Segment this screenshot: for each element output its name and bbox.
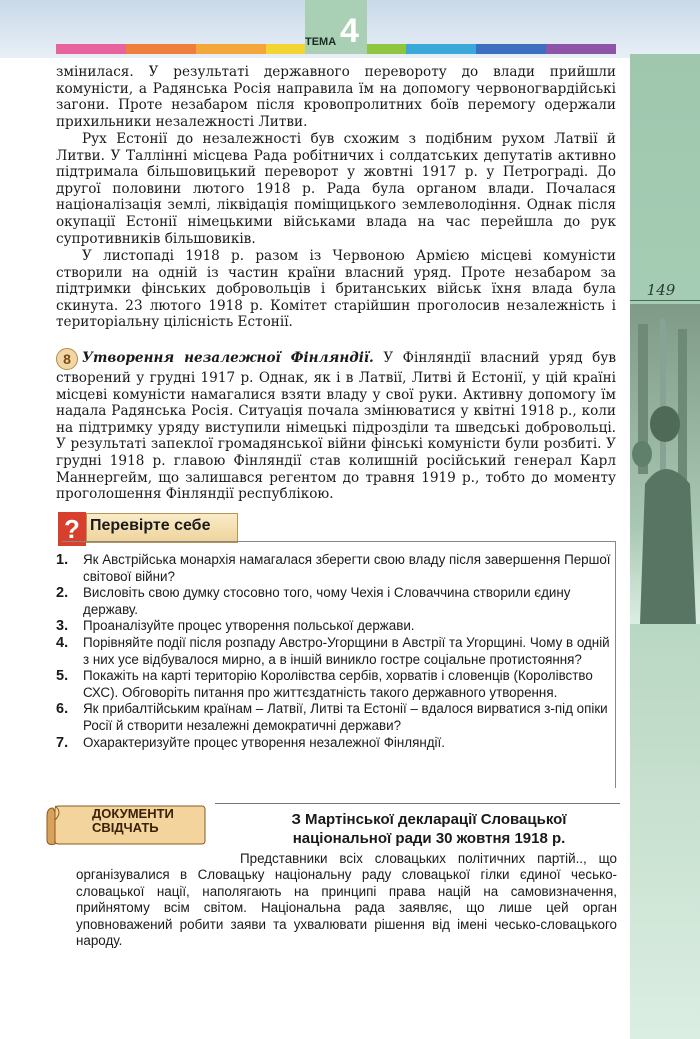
stripe bbox=[476, 44, 546, 54]
documents-label-line2: СВІДЧАТЬ bbox=[92, 820, 159, 835]
page-number: 149 bbox=[646, 281, 676, 299]
document-body: Представники всіх словацьких політичних партій.., що організувалися в Словацьку національну раду словацької гілки єдиної чесько-словацької нації, наполягають на принципі права націй на самовизначення, прийнятому всім світом. Національна рада заявляє, що лише цей орган уповноважений робити заяви та ухвалювати рішення від імені чесько-словацького народу. bbox=[76, 851, 617, 949]
question-text: Проаналізуйте процес утворення польської держави. bbox=[83, 618, 415, 634]
question-item bbox=[56, 585, 616, 618]
question-mark-icon: ? bbox=[58, 512, 86, 546]
question-text: Висловіть свою думку стосовно того, чому Чехія і Словаччина створили єдину державу. bbox=[83, 585, 571, 617]
question-text: Покажіть на карті територію Королівства сербів, хорватів і словенців (Королівство СХС). Обговоріть питання про життєздатність такого державного утворення. bbox=[83, 668, 593, 700]
document-title-line2: національної ради 30 жовтня 1918 р. bbox=[292, 830, 566, 847]
question-text: Як прибалтійським країнам – Латвії, Литві та Естонії – вдалося вирватися з-під опіки Росії й створити незалежні демократичні держави? bbox=[83, 701, 608, 733]
theme-number: 4 bbox=[340, 12, 359, 50]
stripe bbox=[196, 44, 266, 54]
document-title-line1: З Мартінської декларації Словацької bbox=[291, 811, 567, 828]
review-title: Перевірте себе bbox=[90, 517, 211, 534]
page-number-rule bbox=[630, 300, 700, 301]
documents-rule bbox=[215, 803, 620, 804]
documents-label-line1: ДОКУМЕНТИ bbox=[92, 806, 174, 821]
stripe bbox=[406, 44, 476, 54]
question-number: 1. bbox=[56, 552, 69, 568]
theme-label: ТЕМА bbox=[305, 36, 337, 48]
question-number: 7. bbox=[56, 734, 69, 751]
documents-label bbox=[92, 807, 202, 835]
question-text: Охарактеризуйте процес утворення незалежної Фінляндії. bbox=[83, 734, 445, 750]
question-number: 2. bbox=[56, 585, 69, 602]
question-number: 3. bbox=[56, 618, 69, 635]
historical-photo-image bbox=[630, 304, 700, 624]
question-number: 4. bbox=[56, 634, 69, 651]
question-item bbox=[56, 668, 616, 701]
question-item bbox=[56, 618, 616, 635]
stripe bbox=[546, 44, 616, 54]
document-text bbox=[76, 851, 617, 949]
paragraph-estonia: Рух Естонії до незалежності був схожим з подібним рухом Латвії й Литви. У Таллінні місцева Рада робітничих і солдатських депутатів активно підтримала більшовицький переворот у жовтні 1917 р. у Петрограді. До другої половини лютого 1918 р. Рада була органом влади. Почалася націоналізація землі, ліквідація поміщицького землеволодіння. Однак після окупації Естонії німецькими військами влада на час перейшла до рук супротивників більшовиків. bbox=[56, 131, 616, 247]
question-item bbox=[56, 552, 616, 585]
question-item bbox=[56, 635, 616, 668]
question-item bbox=[56, 735, 616, 752]
document-title bbox=[240, 810, 618, 848]
paragraph-estonia-independence: У листопаді 1918 р. разом із Червоною Армією місцеві комуністи створили на одній із частин країни власний уряд. Проте незабаром за підтримки фінських добровольців і британських військ їхня влада була скинута. 23 лютого 1918 р. Комітет старійшин проголосив незалежність і територіальну цілісність Естонії. bbox=[56, 248, 616, 331]
section-title: Утворення незалежної Фінляндії. bbox=[82, 350, 374, 366]
question-item bbox=[56, 701, 616, 734]
section-8-paragraph bbox=[56, 348, 616, 503]
paragraph-lithuania-end: змінилася. У результаті державного перевороту до влади прийшли комуністи, а Радянська Росія направила їм на допомогу червоногвардійські загони. Проте незабаром після кровопролитних боїв перемогу одержали прихильники незалежності Литви. bbox=[56, 64, 616, 130]
question-number: 5. bbox=[56, 668, 69, 685]
question-text: Порівняйте події після розпаду Австро-Угорщини в Австрії та Угорщині. Чому в одній з них усе відбувалося мирно, а в іншій виникло гостре соціальне протистояння? bbox=[83, 634, 610, 667]
section-number-badge: 8 bbox=[56, 348, 78, 370]
section-text: У Фінляндії власний уряд був створений у грудні 1917 р. Однак, як і в Латвії, Литві й Естонії, у цій країні місцеві комуністи намагалися взяти владу у свої руки. Активну допомогу їм надала Радянська Росія. Ситуація почала змінюватися у квітні 1918 р., коли на підтримку уряду виступили німецькі підрозділи та шведські добровольці. У результаті запеклої громадянської війни фінські комуністи були розбиті. У грудні 1918 р. главою Фінляндії став колишній російський генерал Карл Маннергейм, що залишався регентом до травня 1919 р., тобто до моменту проголошення Фінляндії республікою. bbox=[56, 350, 616, 503]
question-number: 6. bbox=[56, 701, 69, 718]
stripe bbox=[56, 44, 126, 54]
stripe bbox=[126, 44, 196, 54]
question-text: Як Австрійська монархія намагалася зберегти свою владу після завершення Першої світової війни? bbox=[83, 552, 611, 584]
review-questions bbox=[56, 552, 616, 751]
